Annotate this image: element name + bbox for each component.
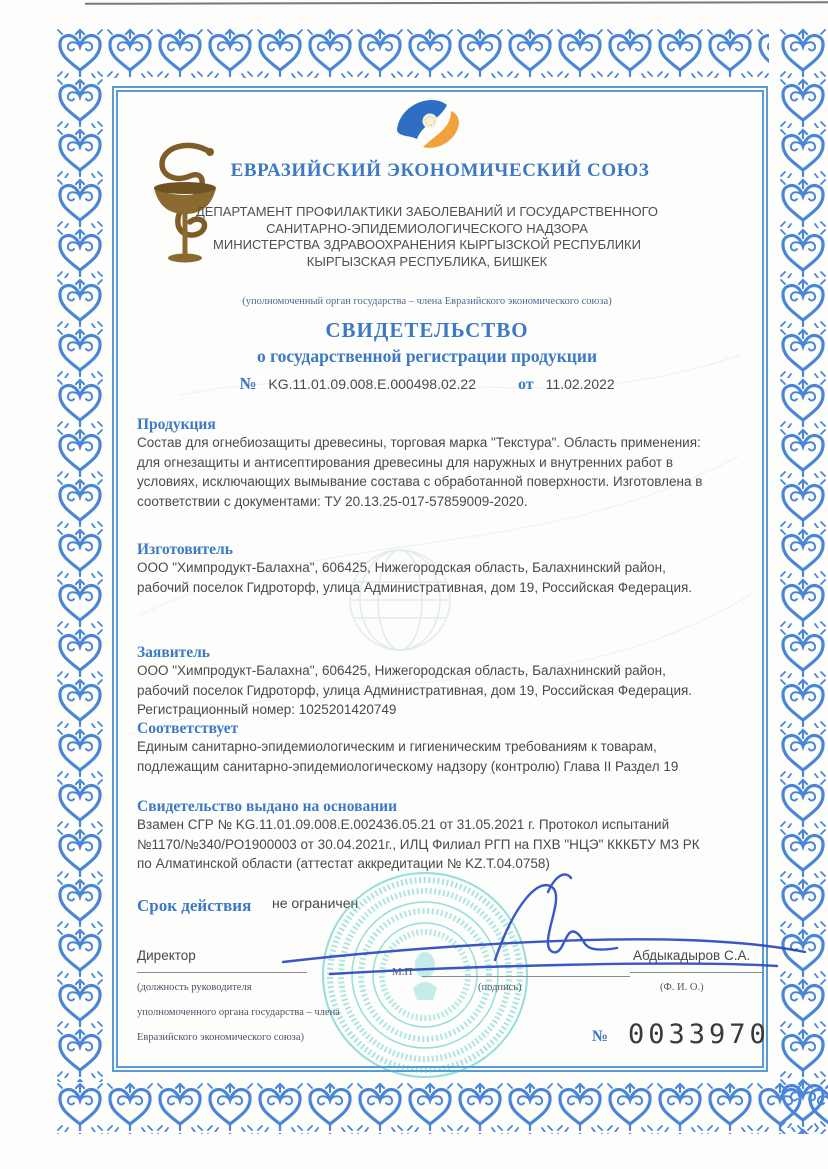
section-body: Состав для огнебиозащиты древесины, торговая марка "Текстура". Область применения: для огнезащиты и антисептирования древесины для наружных и внутренних работ в условиях, исключающих вымывание состава с обработанной поверхности. Изготовлена в соответствии с документами: ТУ 20.13.25-017-57859009-2020. bbox=[137, 435, 703, 509]
position-underline bbox=[137, 972, 307, 973]
stamp-place-label: М.П bbox=[392, 966, 413, 978]
position-note-line: Евразийского экономического союза) bbox=[137, 1032, 304, 1043]
certificate-subtitle: о государственной регистрации продукции bbox=[256, 346, 598, 366]
border-bottom-ornament bbox=[55, 1082, 828, 1134]
position-note-line: (должность руководителя bbox=[137, 982, 252, 993]
certificate-number: KG.11.01.09.008.E.000498.02.22 bbox=[268, 376, 476, 392]
section-conformity bbox=[137, 722, 717, 776]
certificate-title: СВИДЕТЕЛЬСТВО bbox=[325, 318, 529, 342]
section-heading: Соответствует bbox=[137, 720, 239, 737]
serial-number-sign: № bbox=[592, 1028, 609, 1045]
registration-number: Регистрационный номер: 1025201420749 bbox=[137, 702, 397, 717]
signature-underline bbox=[422, 976, 630, 977]
department-line: МИНИСТЕРСТВА ЗДРАВООХРАНЕНИЯ КЫРГЫЗСКОЙ РЕСПУБЛИКИ bbox=[213, 237, 641, 252]
number-sign: № bbox=[239, 374, 257, 393]
eaeu-logo-icon bbox=[383, 93, 469, 151]
section-body: Единым санитарно-эпидемиологическим и гигиеническим требованиям к товарам, подлежащим санитарно-эпидемиологическому надзору (контролю) Глава II Раздел 19 bbox=[137, 739, 679, 774]
signature-caption: (подпись) bbox=[478, 982, 522, 993]
section-body: ООО "Химпродукт-Балахна", 606425, Нижегородская область, Балахнинский район, рабочий поселок Гидроторф, улица Административная, дом 19, Российская Федерация. bbox=[137, 560, 693, 595]
authority-note: (уполномоченный орган государства – члена Евразийского экономического союза) bbox=[242, 296, 612, 307]
section-heading: Изготовитель bbox=[137, 541, 233, 558]
serial-number-value: 0033970 bbox=[628, 1019, 770, 1050]
department-line: КЫРГЫЗСКАЯ РЕСПУБЛИКА, БИШКЕК bbox=[306, 253, 548, 269]
department-name bbox=[137, 204, 717, 270]
date-label: от bbox=[518, 376, 534, 393]
union-title: ЕВРАЗИЙСКИЙ ЭКОНОМИЧЕСКИЙ СОЮЗ bbox=[230, 160, 650, 181]
border-left-ornament bbox=[55, 78, 105, 1082]
signer-name: Абдыкадыров С.А. bbox=[633, 948, 751, 963]
section-heading: Продукция bbox=[137, 416, 216, 433]
border-top-ornament bbox=[55, 28, 769, 78]
position-note-line: уполномоченного органа государства – члена bbox=[137, 1007, 340, 1018]
section-body: ООО "Химпродукт-Балахна", 606425, Нижегородская область, Балахнинский район, рабочий поселок Гидроторф, улица Административная, дом 19, Российская Федерация. bbox=[137, 663, 693, 698]
section-heading: Заявитель bbox=[137, 644, 211, 661]
section-body: Взамен СГР № KG.11.01.09.008.E.002436.05.21 от 31.05.2021 г. Протокол испытаний №1170/№340/РО1900003 от 30.04.2021г., ИЛЦ Филиал РГП на ПХВ "НЦЭ" КККБТУ МЗ РК по Алматинской области (аттестат аккредитации № KZ.Т.04.0758) bbox=[137, 817, 700, 871]
section-product bbox=[137, 418, 717, 511]
signer-position: Директор bbox=[137, 948, 196, 963]
name-caption: (Ф. И. О.) bbox=[660, 982, 704, 993]
section-applicant bbox=[137, 646, 717, 720]
department-line: САНИТАРНО-ЭПИДЕМИОЛОГИЧЕСКОГО НАДЗОРА bbox=[266, 220, 588, 236]
certificate-date: 11.02.2022 bbox=[545, 376, 615, 392]
name-underline bbox=[630, 972, 763, 973]
validity-label: Срок действия bbox=[137, 896, 252, 915]
scan-artifact-line bbox=[85, 1, 828, 5]
department-line: ДЕПАРТАМЕНТ ПРОФИЛАКТИКИ ЗАБОЛЕВАНИЙ И ГОСУДАРСТВЕННОГО bbox=[195, 204, 659, 219]
section-heading: Свидетельство выдано на основании bbox=[137, 798, 397, 815]
section-manufacturer bbox=[137, 543, 717, 597]
validity-value: не ограничен bbox=[272, 895, 359, 911]
certificate-number-line bbox=[137, 374, 717, 394]
